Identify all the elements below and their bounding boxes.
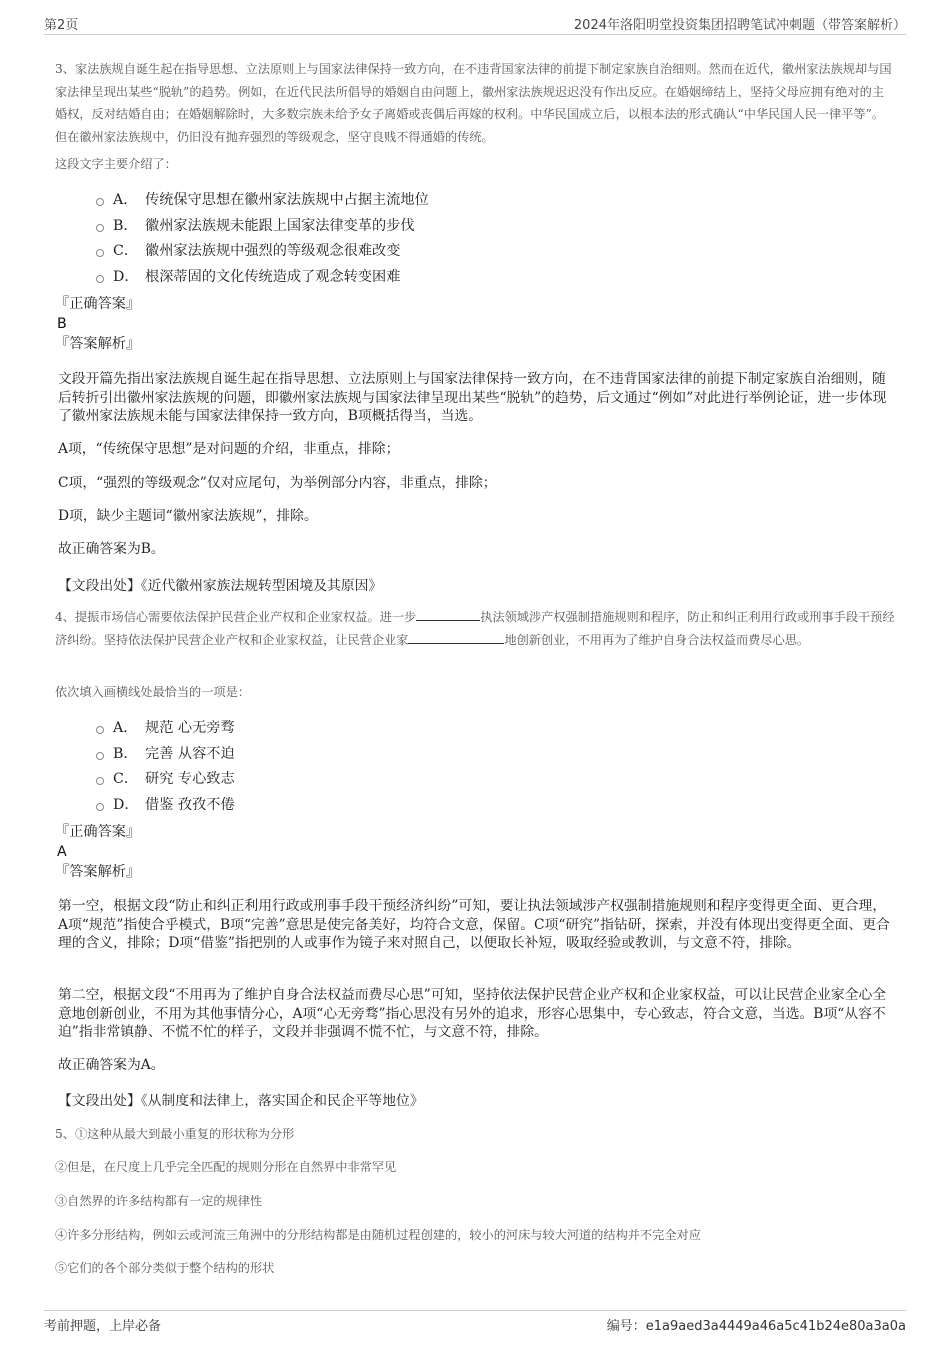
option-text: 研究 专心致志 <box>145 771 235 788</box>
q4-conclusion: 故正确答案为A。 <box>58 1057 165 1073</box>
q4-analysis-second-blank: 第二空，根据文段“不用再为了维护自身合法权益而费尽心思”可知，坚持依法保护民营企业产权和企业家权益，可以让民营企业家全心全意地创新创业，不用为其他事情分心，A项“心无旁骛”指心思没有另外的追求，形容心思集中，专心致志，符合文意，当选。B项“从容不迫”指非常镇静、不慌不忙的样子，文段并非强调不慌不忙，与文意不符，排除。 <box>58 987 887 1040</box>
radio-icon[interactable] <box>96 726 104 734</box>
q4-passage-part1: 4、提振市场信心需要依法保护民营企业产权和企业家权益。进一步 <box>55 610 417 624</box>
q3-conclusion: 故正确答案为B。 <box>58 541 165 557</box>
page-header <box>44 12 906 35</box>
q3-analysis-d: D项，缺少主题词“徽州家法族规”，排除。 <box>58 508 318 524</box>
q4-prompt: 依次填入画横线处最恰当的一项是： <box>55 685 250 699</box>
option-letter: B． <box>113 745 138 762</box>
radio-icon[interactable] <box>96 249 104 257</box>
q4-passage-part2: 执法领域涉产权强制措施规则和程序，防止和纠正利用行政或刑事手段干预经济纠纷。坚持依法保护民营企业产权和企业家权益，让民营企业家 <box>55 610 895 647</box>
radio-icon[interactable] <box>96 752 104 760</box>
radio-icon[interactable] <box>96 777 104 785</box>
option-text: 完善 从容不迫 <box>145 745 235 762</box>
document-id: 编号：e1a9aed3a4449a46a5c41b24e80a3a0a <box>606 1319 906 1334</box>
page-footer <box>44 1310 906 1333</box>
footer-slogan: 考前押题，上岸必备 <box>44 1319 162 1334</box>
q3-prompt: 这段文字主要介绍了： <box>55 157 177 171</box>
option-letter: B． <box>113 217 138 234</box>
option-text: 借鉴 孜孜不倦 <box>145 796 235 813</box>
q3-analysis-a: A项，“传统保守思想”是对问题的介绍，非重点，排除； <box>58 441 400 457</box>
q3-option-c[interactable] <box>96 237 796 263</box>
option-text: 徽州家法族规未能跟上国家法律变革的步伐 <box>145 217 415 234</box>
q4-answer-label: 『正确答案』 <box>55 824 141 840</box>
page-number: 第2页 <box>44 18 79 33</box>
option-letter: D． <box>113 268 139 285</box>
q3-answer-label: 『正确答案』 <box>55 296 141 312</box>
radio-icon[interactable] <box>96 224 104 232</box>
q5-item-1: 5、①这种从最大到最小重复的形状称为分形 <box>55 1127 295 1141</box>
q4-passage-part3: 地创新创业，不用再为了维护自身合法权益而费尽心思。 <box>504 632 810 647</box>
q4-analysis-first-blank: 第一空，根据文段“防止和纠正利用行政或刑事手段干预经济纠纷”可知，要让执法领域涉产权强制措施规则和程序变得更全面、更合理，A项“规范”指使合乎模式，B项“完善”意思是使完备美好，均符合文意，保留。C项“研究”指钻研，探索，并没有体现出变得更全面、更合理的含义，排除；D项“借鉴”指把别的人或事作为镜子来对照自己，以便取长补短，吸取经验或教训，与文意不符，排除。 <box>58 898 890 951</box>
q4-option-c[interactable] <box>96 765 796 791</box>
q3-option-d[interactable] <box>96 263 796 289</box>
q5-item-4: ④许多分形结构，例如云或河流三角洲中的分形结构都是由随机过程创建的，较小的河床与较大河道的结构并不完全对应 <box>55 1228 701 1242</box>
q3-option-a[interactable] <box>96 186 796 212</box>
q3-passage: 3、家法族规自诞生起在指导思想、立法原则上与国家法律保持一致方向，在不违背国家法律的前提下制定家族自治细则。然而在近代，徽州家法族规却与国家法律呈现出某些“脱轨”的趋势。例如，在近代民法所倡导的婚姻自由问题上，徽州家法族规迟迟没有作出反应。在婚姻缔结上，坚持父母应拥有绝对的主婚权，反对结婚自由；在婚姻解除时，大多数宗族未给予女子离婚或丧偶后再嫁的权利。中华民国成立后，以根本法的形式确认“中华民国人民一律平等”。但在徽州家法族规中，仍旧没有抛弃强烈的等级观念，坚守良贱不得通婚的传统。 <box>55 62 892 144</box>
blank-line <box>416 608 480 621</box>
q3-option-b[interactable] <box>96 212 796 238</box>
q4-passage <box>55 606 895 651</box>
q4-answer: A <box>57 844 67 860</box>
option-text: 规范 心无旁骛 <box>145 719 235 736</box>
option-letter: C． <box>113 771 139 788</box>
radio-icon[interactable] <box>96 198 104 206</box>
option-letter: C． <box>113 243 139 260</box>
q3-options <box>96 186 796 289</box>
document-title: 2024年洛阳明堂投资集团招聘笔试冲刺题（带答案解析） <box>573 18 906 33</box>
q3-analysis-main: 文段开篇先指出家法族规自诞生起在指导思想、立法原则上与国家法律保持一致方向，在不违背国家法律的前提下制定家族自治细则，随后转折引出徽州家法族规的问题，即徽州家法族规与国家法律呈现出某些“脱轨”的趋势，后文通过“例如”对此进行举例论证，进一步体现了徽州家法族规未能与国家法律保持一致方向，B项概括得当，当选。 <box>58 371 887 424</box>
q3-analysis-c: C项，“强烈的等级观念”仅对应尾句，为举例部分内容，非重点，排除； <box>58 475 497 491</box>
q4-option-a[interactable] <box>96 714 796 740</box>
option-letter: D． <box>113 796 139 813</box>
q3-analysis-label: 『答案解析』 <box>55 336 141 352</box>
option-text: 根深蒂固的文化传统造成了观念转变困难 <box>145 268 401 285</box>
q4-analysis-label: 『答案解析』 <box>55 864 141 880</box>
q3-source: 【文段出处】《近代徽州家族法规转型困境及其原因》 <box>58 578 383 594</box>
q4-option-b[interactable] <box>96 740 796 766</box>
q5-item-2: ②但是，在尺度上几乎完全匹配的规则分形在自然界中非常罕见 <box>55 1160 397 1174</box>
option-letter: A． <box>113 191 138 208</box>
option-text: 徽州家法族规中强烈的等级观念很难改变 <box>145 243 401 260</box>
q5-item-3: ③自然界的许多结构都有一定的规律性 <box>55 1194 263 1208</box>
radio-icon[interactable] <box>96 275 104 283</box>
q3-answer: B <box>57 316 67 332</box>
q5-item-5: ⑤它们的各个部分类似于整个结构的形状 <box>55 1261 275 1275</box>
blank-line <box>408 631 504 644</box>
radio-icon[interactable] <box>96 803 104 811</box>
option-text: 传统保守思想在徽州家法族规中占据主流地位 <box>145 191 429 208</box>
q4-source: 【文段出处】《从制度和法律上，落实国企和民企平等地位》 <box>58 1093 424 1109</box>
q4-options <box>96 714 796 817</box>
option-letter: A． <box>113 719 138 736</box>
q4-option-d[interactable] <box>96 791 796 817</box>
